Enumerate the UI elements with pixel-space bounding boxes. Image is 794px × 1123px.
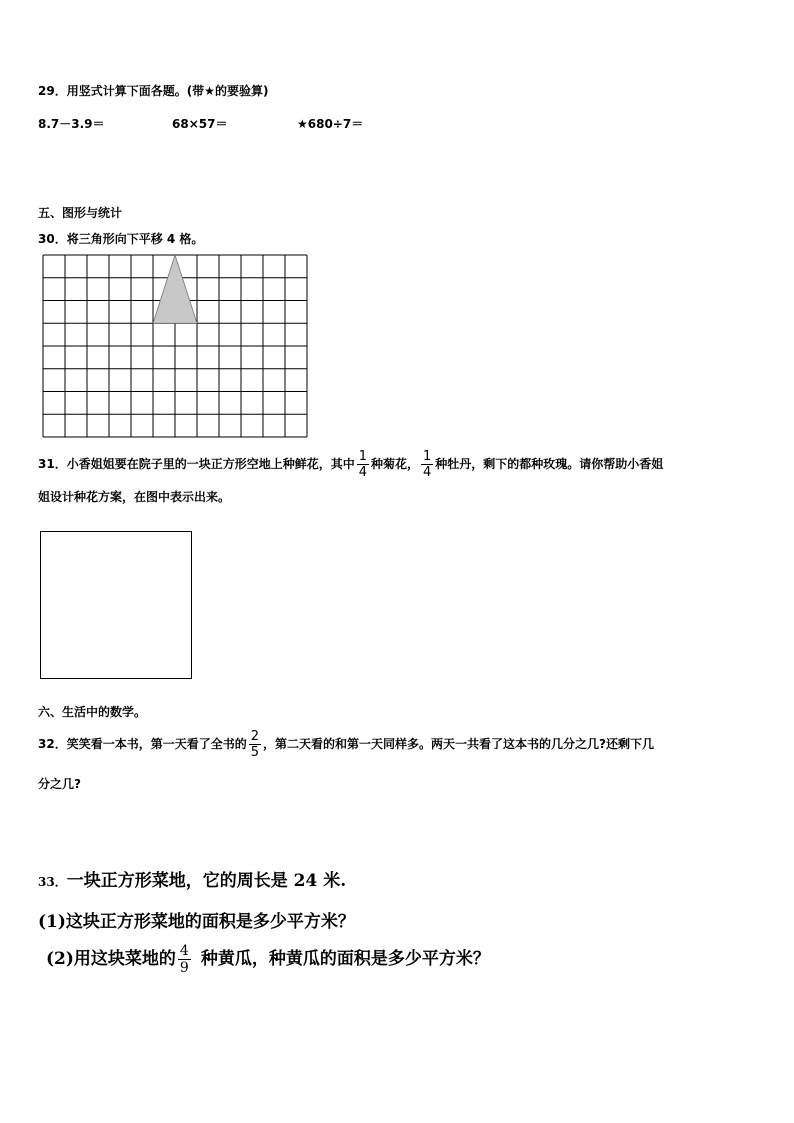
fraction-numerator: 2 [250,729,259,744]
q33-sub-1: (1)这块正方形菜地的面积是多少平方米？ [38,912,355,932]
q33-number: 33． [38,875,67,889]
fraction-numerator: 1 [358,449,367,464]
fraction-denominator: 4 [358,465,367,480]
q31-text-c: 种牡丹，剩下的都种玫瑰。请你帮助小香姐 [435,457,664,471]
q32-line-1 [38,730,654,759]
fraction-numerator: 4 [179,943,189,959]
q29-expr-3: ★680÷7＝ [297,117,364,131]
fraction-denominator: 4 [423,465,432,480]
q32-line-2: 分之几? [38,777,81,791]
q31-text-b: 种菊花， [370,457,419,471]
q33-sub-2-text-b: 种黄瓜，种黄瓜的面积是多少平方米？ [200,949,490,969]
q31-line-1 [38,450,663,479]
q29-expr-1: 8.7－3.9＝ [38,117,105,131]
q33-title-line [38,866,346,891]
q29-expr-2: 68×57＝ [172,117,228,131]
section-heading-5: 五、图形与统计 [38,206,123,220]
q33-sub-2 [46,944,490,975]
section-heading-6: 六、生活中的数学。 [38,705,147,719]
triangle-shape [153,255,197,323]
fraction-two-fifths [249,730,261,759]
q33-title: 一块正方形菜地，它的周长是 24 米. [66,871,347,891]
fraction-four-ninths [178,944,191,975]
q30-title: 30．将三角形向下平移 4 格。 [38,232,204,246]
q33-sub-2-text-a: (2)用这块菜地的 [46,949,176,969]
fraction-numerator: 1 [423,449,432,464]
fraction-one-quarter-a [357,450,369,479]
q32-text-a: 32．笑笑看一本书，第一天看了全书的 [38,737,247,751]
q31-line-2: 姐设计种花方案，在图中表示出来。 [38,490,231,504]
fraction-denominator: 9 [179,960,189,976]
q29-title: 29．用竖式计算下面各题。(带★的要验算) [38,84,269,98]
fraction-one-quarter-b [421,450,433,479]
fraction-denominator: 5 [250,745,259,760]
empty-square-field [40,531,192,679]
translation-grid [42,254,308,438]
q32-text-b: ，第二天看的和第一天同样多。两天一共看了这本书的几分之几?还剩下几 [262,737,654,751]
q31-text-a: 31．小香姐姐要在院子里的一块正方形空地上种鲜花，其中 [38,457,355,471]
